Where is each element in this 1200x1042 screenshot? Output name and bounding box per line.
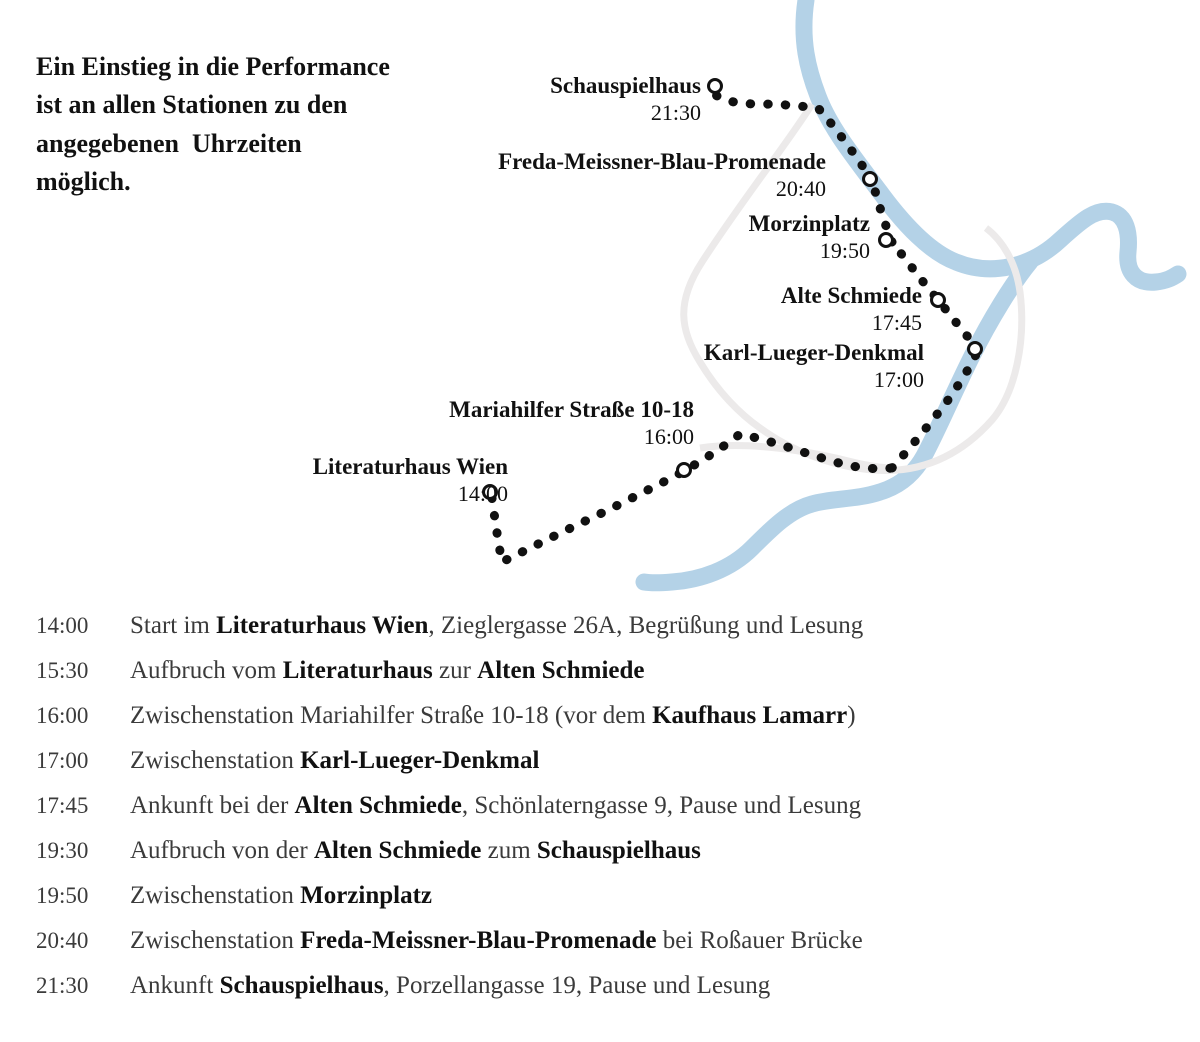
schedule-time: 14:00 bbox=[36, 613, 89, 638]
station-marker-mariahilfer-strasse bbox=[678, 464, 691, 477]
schedule-description: Ankunft bei der Alten Schmiede, Schönlaterngasse 9, Pause und Lesung bbox=[130, 792, 862, 819]
intro-line-3: angegebenen Uhrzeiten bbox=[36, 128, 302, 158]
schedule-description: Start im Literaturhaus Wien, Zieglergasse 26A, Begrüßung und Lesung bbox=[130, 612, 864, 639]
schedule-description: Zwischenstation Mariahilfer Straße 10-18 (vor dem Kaufhaus Lamarr) bbox=[130, 702, 856, 729]
station-marker-freda-meissner-blau-promenade bbox=[864, 173, 877, 186]
station-name-alte-schmiede: Alte Schmiede bbox=[780, 283, 922, 308]
station-name-morzinplatz: Morzinplatz bbox=[748, 211, 870, 236]
schedule-time: 15:30 bbox=[36, 658, 89, 683]
station-marker-alte-schmiede bbox=[932, 294, 945, 307]
schedule-row bbox=[0, 837, 1200, 882]
station-time-mariahilfer-strasse: 16:00 bbox=[643, 424, 694, 450]
schedule-time: 19:30 bbox=[36, 838, 89, 863]
station-label-literaturhaus-wien bbox=[60, 453, 508, 509]
schedule-description: Zwischenstation Karl-Lueger-Denkmal bbox=[130, 747, 540, 774]
schedule-description: Aufbruch von der Alten Schmiede zum Schauspielhaus bbox=[130, 837, 701, 864]
schedule-time: 17:45 bbox=[36, 793, 89, 818]
station-marker-karl-lueger-denkmal bbox=[969, 343, 982, 356]
schedule-time: 21:30 bbox=[36, 973, 89, 998]
station-marker-schauspielhaus bbox=[709, 80, 722, 93]
schedule-row bbox=[0, 702, 1200, 747]
station-name-freda-meissner-blau-promenade: Freda-Meissner-Blau-Promenade bbox=[498, 149, 826, 174]
schedule-list bbox=[0, 612, 1200, 1017]
station-label-alte-schmiede bbox=[432, 282, 922, 338]
schedule-description: Zwischenstation Morzinplatz bbox=[130, 882, 433, 909]
intro-line-2: ist an allen Stationen zu den bbox=[36, 90, 348, 120]
schedule-description: Aufbruch vom Literaturhaus zur Alten Schmiede bbox=[130, 657, 645, 684]
station-name-mariahilfer-strasse: Mariahilfer Straße 10-18 bbox=[449, 397, 694, 422]
schedule-time: 20:40 bbox=[36, 928, 89, 953]
schedule-row bbox=[0, 927, 1200, 972]
station-time-freda-meissner-blau-promenade: 20:40 bbox=[775, 176, 826, 202]
schedule-description: Zwischenstation Freda-Meissner-Blau-Promenade bei Roßauer Brücke bbox=[130, 927, 863, 954]
station-name-literaturhaus-wien: Literaturhaus Wien bbox=[312, 454, 508, 479]
intro-line-1: Ein Einstieg in die Performance bbox=[36, 52, 390, 81]
station-time-alte-schmiede: 17:45 bbox=[871, 310, 922, 336]
schedule-time: 17:00 bbox=[36, 748, 89, 773]
schedule-time: 16:00 bbox=[36, 703, 89, 728]
secondary-street-outline bbox=[700, 446, 892, 468]
intro-line-4: möglich. bbox=[36, 167, 131, 197]
schedule-row bbox=[0, 882, 1200, 927]
station-marker-morzinplatz bbox=[880, 234, 893, 247]
station-name-schauspielhaus: Schauspielhaus bbox=[550, 73, 701, 98]
schedule-time: 19:50 bbox=[36, 883, 89, 908]
station-time-schauspielhaus: 21:30 bbox=[650, 100, 701, 126]
station-label-freda-meissner-blau-promenade bbox=[326, 148, 826, 204]
station-time-karl-lueger-denkmal: 17:00 bbox=[873, 367, 924, 393]
schedule-row bbox=[0, 972, 1200, 1017]
station-label-morzinplatz bbox=[382, 210, 870, 266]
schedule-row bbox=[0, 657, 1200, 702]
schedule-row bbox=[0, 612, 1200, 657]
schedule-row bbox=[0, 747, 1200, 792]
station-label-mariahilfer-strasse bbox=[214, 396, 694, 452]
schedule-row bbox=[0, 792, 1200, 837]
station-label-schauspielhaus bbox=[206, 72, 701, 128]
station-time-literaturhaus-wien: 14:00 bbox=[457, 481, 508, 507]
station-name-karl-lueger-denkmal: Karl-Lueger-Denkmal bbox=[703, 340, 924, 365]
station-time-morzinplatz: 19:50 bbox=[819, 238, 870, 264]
station-label-karl-lueger-denkmal bbox=[462, 339, 924, 395]
schedule-description: Ankunft Schauspielhaus, Porzellangasse 19, Pause und Lesung bbox=[130, 972, 771, 999]
